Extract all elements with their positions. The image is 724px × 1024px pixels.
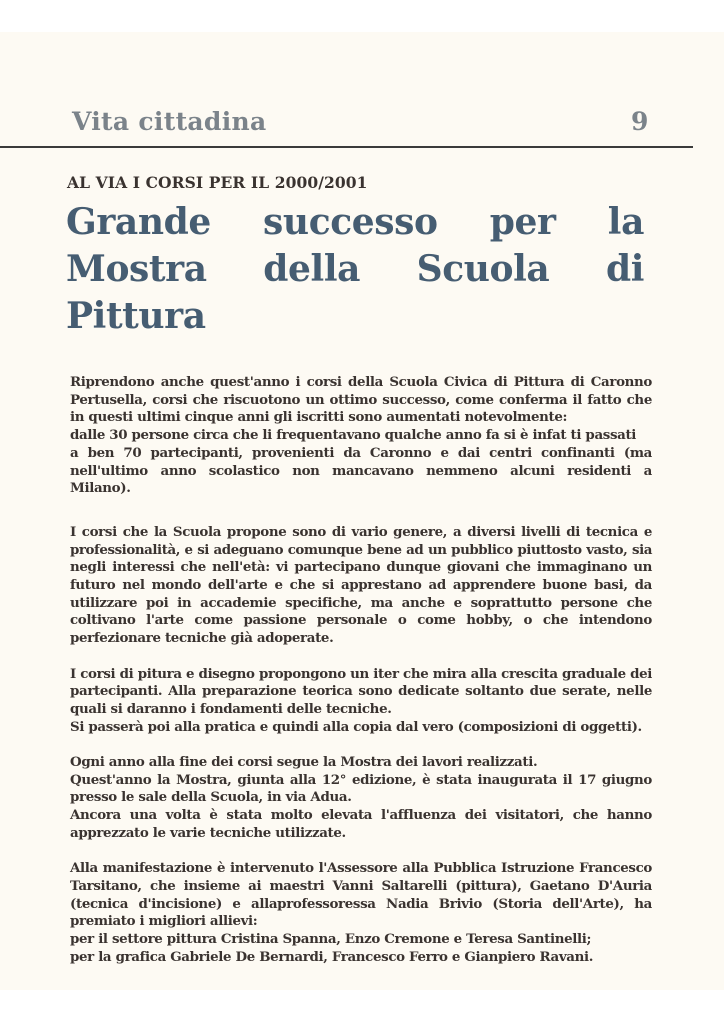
text-line: negli interessi che nell'età: vi partecipano dunque giovani che immaginano un bbox=[70, 559, 652, 576]
text-line: Riprendono anche quest'anno i corsi della Scuola Civica di Pittura di Caronno bbox=[70, 374, 652, 390]
text-line: futuro nel mondo dell'arte e che si apprestano ad apprendere buone basi, da bbox=[70, 577, 652, 594]
section-title: Vita cittadina bbox=[72, 107, 267, 136]
paragraph-3 bbox=[70, 666, 652, 737]
text-line: Ogni anno alla fine dei corsi segue la Mostra dei lavori realizzati. bbox=[70, 754, 538, 771]
header-rule bbox=[0, 146, 693, 148]
text-line: Tarsitano, che insieme ai maestri Vanni Saltarelli (pittura), Gaetano D'Auria bbox=[70, 877, 652, 894]
text-line: partecipanti. Alla preparazione teorica sono dedicate soltanto due serate, nelle bbox=[70, 683, 652, 700]
page-number: 9 bbox=[631, 107, 649, 136]
paragraph-1 bbox=[70, 374, 652, 498]
text-line: apprezzato le varie tecniche utilizzate. bbox=[70, 824, 346, 841]
paragraph-5 bbox=[70, 860, 652, 966]
text-line: in questi ultimi cinque anni gli iscritti sono aumentati notevolmente: bbox=[70, 409, 568, 426]
text-line: quali si daranno i fondamenti delle tecniche. bbox=[70, 700, 392, 717]
text-line: professionalità, e si adeguano comunque bene ad un pubblico piuttosto vasto, sia bbox=[70, 541, 652, 558]
text-line: Alla manifestazione è intervenuto l'Assessore alla Pubblica Istruzione Francesco bbox=[70, 860, 652, 877]
text-line: per il settore pittura Cristina Spanna, Enzo Cremone e Teresa Santinelli; bbox=[70, 931, 592, 948]
text-line: Milano). bbox=[70, 480, 131, 497]
text-line: per la grafica Gabriele De Bernardi, Francesco Ferro e Gianpiero Ravani. bbox=[70, 948, 594, 965]
text-line: dalle 30 persone circa che li frequentavano qualche anno fa si è infat ti passati bbox=[70, 427, 637, 444]
paragraph-4 bbox=[70, 754, 652, 843]
text-line: a ben 70 partecipanti, provenienti da Caronno e dai centri confinanti (ma bbox=[70, 444, 652, 461]
text-line: perfezionare tecniche già adoperate. bbox=[70, 630, 334, 647]
headline-line: Grande successo per la bbox=[66, 201, 644, 243]
paragraph-2 bbox=[70, 524, 652, 648]
article-body bbox=[70, 374, 652, 984]
text-line: (tecnica d'incisione) e allaprofessoressa Nadia Brivio (Storia dell'Arte), ha bbox=[70, 895, 652, 912]
text-line: Pertusella, corsi che riscuotono un ottimo successo, come conferma il fatto che bbox=[70, 391, 652, 408]
text-line: coltivano l'arte come passione personale o come hobby, o che intendono bbox=[70, 612, 652, 629]
text-line: premiato i migliori allievi: bbox=[70, 913, 258, 930]
text-line: utilizzare poi in accademie specifiche, ma anche e soprattutto persone che bbox=[70, 594, 652, 611]
text-line: Ancora una volta è stata molto elevata l'affluenza dei visitatori, che hanno bbox=[70, 807, 652, 824]
text-line: Quest'anno la Mostra, giunta alla 12° edizione, è stata inaugurata il 17 giugno bbox=[70, 771, 652, 788]
text-line: presso le sale della Scuola, in via Adua. bbox=[70, 789, 352, 806]
headline-line: Pittura bbox=[66, 295, 206, 337]
text-line: Si passerà poi alla pratica e quindi alla copia dal vero (composizioni di oggetti). bbox=[70, 718, 642, 735]
article-kicker: AL VIA I CORSI PER IL 2000/2001 bbox=[67, 173, 368, 192]
text-line: I corsi di pitura e disegno propongono un iter che mira alla crescita graduale dei bbox=[70, 665, 652, 682]
text-line: nell'ultimo anno scolastico non mancavano nemmeno alcuni residenti a bbox=[70, 462, 652, 479]
article-headline bbox=[66, 199, 644, 340]
text-line: I corsi che la Scuola propone sono di vario genere, a diversi livelli di tecnica e bbox=[70, 523, 652, 540]
newspaper-page bbox=[0, 32, 724, 990]
headline-line: Mostra della Scuola di bbox=[66, 248, 644, 290]
